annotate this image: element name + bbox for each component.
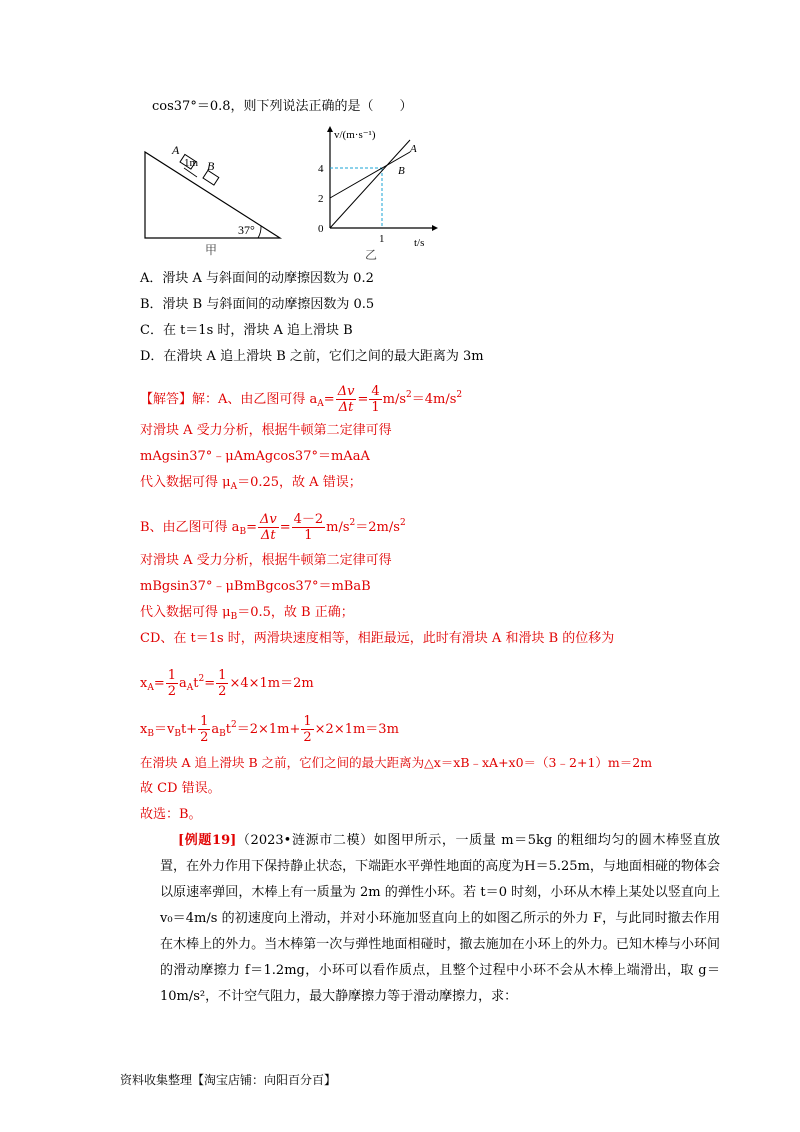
tick-y-2: 2 <box>318 193 324 205</box>
y-axis-label: v/(m·s⁻¹) <box>334 129 376 141</box>
tick-y-4: 4 <box>318 163 324 175</box>
distance-label: 1m <box>184 157 199 169</box>
option-d: D．在滑块 A 追上滑块 B 之前，它们之间的最大距离为 3m <box>140 349 484 364</box>
solution-line-11: $x_B=v_Bt+$ $\frac{1}{2}$ $a_Bt^2=2\times 1m+$ $\frac{1}{2}$ ×2×1m＝3m <box>140 714 399 745</box>
example-19-paragraph <box>160 828 720 1010</box>
block-a-label: A <box>172 143 180 157</box>
question-head: cos37°＝0.8，则下列说法正确的是（ ） <box>152 99 413 114</box>
solution-line-6: 对滑块 A 受力分析，根据牛顿第二定律可得 <box>140 553 392 568</box>
solution-line-3: mAgsin37°﹣μAmAgcos37°＝mAaA <box>140 449 370 464</box>
line-b-label: B <box>398 165 405 177</box>
solution-line-13: 故 CD 错误。 <box>140 781 221 796</box>
example-text: （2023•涟源市二模）如图甲所示，一质量 m＝5kg 的粗细均匀的圆木棒竖直放置，在外力作用下保持静止状态，下端距水平弹性地面的高度为H＝5.25m，与地面相碰的物体会以原速率弹回，木棒上有一质量为 2m 的弹性小环。若 t＝0 时刻，小环从木棒上某处以竖直向上 v₀＝4m/s 的初速度向上滑动，并对小环施加竖直向上的如图乙所示的外力 F，与此同时撤去作用在木棒上的外力。当木棒第一次与弹性地面相碰时，撤去施加在小环上的外力。已知木棒与小环间的滑动摩擦力 f＝1.2mg，小环可以看作质点，且整个过程中小环不会从木棒上端滑出，取 g＝10m/s²，不计空气阻力，最大静摩擦力等于滑动摩擦力，求： <box>160 833 720 1004</box>
vt-graph <box>310 122 440 262</box>
solution-line-10: $x_A=$ $\frac{1}{2}$ $a_At^2=$ $\frac{1}{2}$ ×4×1m＝2m <box>140 668 314 699</box>
origin-label: 0 <box>318 223 324 235</box>
caption-yi: 乙 <box>365 248 378 262</box>
option-b: B．滑块 B 与斜面间的动摩擦因数为 0.5 <box>140 297 375 312</box>
x-axis-label: t/s <box>414 237 425 249</box>
block-b-label: B <box>207 159 215 173</box>
option-a: A．滑块 A 与斜面间的动摩擦因数为 0.2 <box>140 271 374 286</box>
example-tag: [例题19] <box>178 833 237 848</box>
incline-figure <box>140 132 290 257</box>
caption-jia: 甲 <box>205 243 218 257</box>
footer-source: 资料收集整理【淘宝店铺：向阳百分百】 <box>120 1073 337 1087</box>
line-a-label: A <box>410 143 417 155</box>
solution-line-7: mBgsin37°﹣μBmBgcos37°＝mBaB <box>140 579 371 594</box>
tick-x-1: 1 <box>379 233 385 245</box>
solution-tag: 【解答】 <box>140 392 193 407</box>
solution-line-8: 代入数据可得 $\mu_B=0.5$，故 B 正确； <box>140 605 354 622</box>
solution-line-5: B、由乙图可得 $a_B=$ $\frac{\Delta v}{\Delta t}$ = $\frac{4-2}{1}$ $m/s^2=2m/s^2$ <box>140 512 406 543</box>
solution-line-1: 【解答】解：A、由乙图可得 $a_A=$ $\frac{\Delta v}{\Delta t}$ = $\frac{4}{1}$ $m/s^2=4m/s^2$ <box>140 384 463 415</box>
option-c: C．在 t＝1s 时，滑块 A 追上滑块 B <box>140 323 353 338</box>
angle-label: 37° <box>238 223 255 237</box>
solution-line-14: 故选：B。 <box>140 807 202 822</box>
solution-line-9: CD、在 t＝1s 时，两滑块速度相等，相距最远，此时有滑块 A 和滑块 B 的位移为 <box>140 631 615 646</box>
solution-line-12: 在滑块 A 追上滑块 B 之前，它们之间的最大距离为△x＝xB﹣xA+x0＝（3﹣2+1）m＝2m <box>140 755 653 770</box>
solution-line-4: 代入数据可得 $\mu_A=0.25$，故 A 错误； <box>140 475 362 492</box>
solution-line-2: 对滑块 A 受力分析，根据牛顿第二定律可得 <box>140 423 392 438</box>
